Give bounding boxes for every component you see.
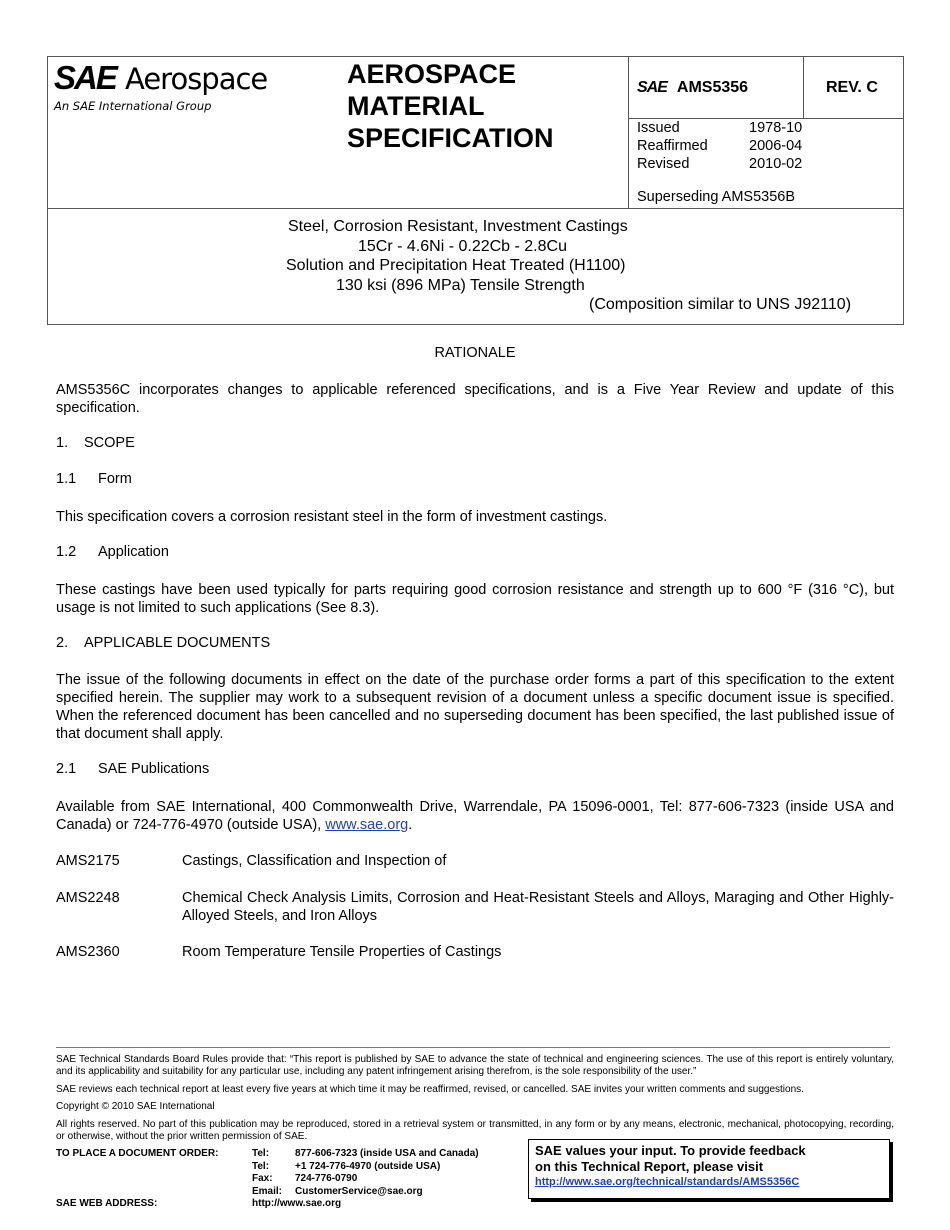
reference-description: Castings, Classification and Inspection of [182,853,447,869]
date-reaffirmed: Reaffirmed 2006-04 [637,138,803,154]
feedback-line-2: on this Technical Report, please visit [535,1159,764,1174]
reference-description: Room Temperature Tensile Properties of Castings [182,944,502,960]
web-address[interactable]: http://www.sae.org [252,1198,342,1209]
section-2-1-heading: 2.1 SAE Publications [56,761,210,777]
title-line-2: MATERIAL [347,91,485,121]
section-1-2-text: These castings have been used typically for parts requiring good corrosion resistance and strength up to 600 °F (316 °C), but usage is not limited to such applications (See 8.3). [56,582,894,616]
superseding-note: Superseding AMS5356B [637,189,795,205]
revision-cell [803,57,905,118]
document-id-box [628,57,904,208]
section-2-heading: 2. APPLICABLE DOCUMENTS [56,635,271,651]
sae-aerospace-logo [54,61,294,117]
date-issued: Issued 1978-10 [637,120,803,136]
header-table [47,56,904,325]
revision-label: REV. C [826,79,878,96]
header-top-row [48,57,903,209]
phone-usa: 877-606-7323 (inside USA and Canada) [295,1148,479,1159]
footer-review-text: SAE reviews each technical report at least every five years at which time it may be reaffirmed, revised, or cancelled. SAE invites your written comments and suggestions. [56,1084,804,1095]
footer-rights-text: All rights reserved. No part of this publication may be reproduced, stored in a retrieval system or transmitted, in any form or by any means, electronic, mechanical, photocopying, recording, or otherwise, without the prior written permission of SAE. [56,1119,894,1142]
reference-description: Chemical Check Analysis Limits, Corrosion and Heat-Resistant Steels and Alloys, Maraging and Other Highly-Alloyed Steels, and Iron Alloys [182,890,894,924]
reference-code: AMS2360 [56,944,120,960]
subject-line-1: Steel, Corrosion Resistant, Investment Castings [288,218,628,235]
date-list [637,119,802,173]
phone-intl: +1 724-776-4970 (outside USA) [295,1160,441,1172]
doc-number-text: AMS5356 [676,79,749,96]
order-label: TO PLACE A DOCUMENT ORDER: [56,1148,219,1159]
footer-rules-text: SAE Technical Standards Board Rules provide that: “This report is published by SAE to advance the state of technical and engineering sciences. The use of this report is entirely voluntary, and its applicability and suitability for any particular use, including any patent infringement arising therefrom, is the sole responsibility of the user.” [56,1054,894,1077]
section-1-2-heading: 1.2 Application [56,544,169,560]
section-1-1-heading: 1.1 Form [56,471,132,487]
subject-line-3: Solution and Precipitation Heat Treated (H1100) [286,257,626,274]
logo-tagline: An SAE International Group [54,99,212,113]
rationale-text: AMS5356C incorporates changes to applicable referenced specifications, and is a Five Year Review and update of this specification. [56,382,894,416]
web-label: SAE WEB ADDRESS: [56,1198,158,1209]
reference-code: AMS2175 [56,853,120,869]
email-address[interactable]: CustomerService@sae.org [295,1185,423,1197]
reference-code: AMS2248 [56,890,120,906]
fax-number: 724-776-0790 [295,1173,358,1184]
feedback-box [528,1139,890,1199]
section-1-1-text: This specification covers a corrosion resistant steel in the form of investment castings. [56,509,608,525]
footer-copyright: Copyright © 2010 SAE International [56,1101,215,1112]
document-number-row [629,57,904,119]
section-2-1-text: Available from SAE International, 400 Commonwealth Drive, Warrendale, PA 15096-0001, Tel: 877-606-7323 (inside USA and Canada) or 724-776-4970 (outside USA), www.sae.org. [56,799,894,833]
date-revised: Revised 2010-02 [637,156,803,172]
sae-mini-logo: SAE [637,79,667,96]
section-1-heading: 1. SCOPE [56,435,135,451]
logo-sae-mark: SAE [54,59,116,96]
title-line-1: AEROSPACE [347,59,517,89]
subject-line-5: (Composition similar to UNS J92110) [589,296,852,313]
subject-line-4: 130 ksi (896 MPa) Tensile Strength [336,276,585,294]
document-type-title [347,58,554,154]
sae-website-link[interactable]: www.sae.org [325,817,409,833]
logo-aerospace-word: Aerospace [125,62,268,96]
feedback-url-link[interactable]: http://www.sae.org/technical/standards/AMS5356C [535,1176,800,1188]
subject-line-2: 15Cr - 4.6Ni - 0.22Cb - 2.8Cu [358,237,567,255]
title-line-3: SPECIFICATION [347,123,554,153]
footer-divider [56,1047,890,1048]
document-number [637,79,748,97]
rationale-heading: RATIONALE [434,345,516,361]
feedback-line-1: SAE values your input. To provide feedback [535,1143,806,1158]
section-2-text: The issue of the following documents in effect on the date of the purchase order forms a part of this specification to the extent specified herein. The supplier may work to a subsequent revision of a document unless a specific document issue is specified. When the referenced document has been cancelled and no superseding document has been specified, the last published issue of that document shall apply. [56,672,894,742]
